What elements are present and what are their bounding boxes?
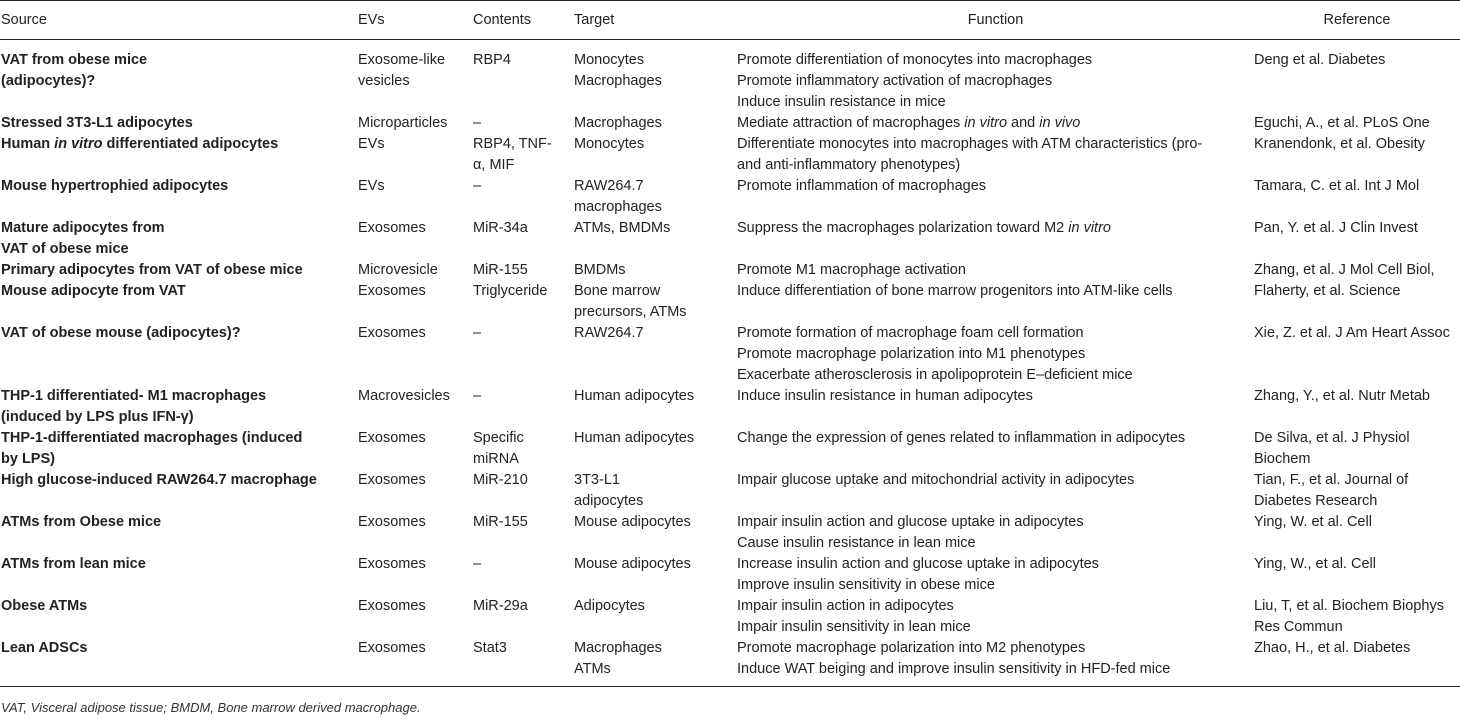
cell-target bbox=[574, 218, 737, 260]
cell-source bbox=[0, 386, 358, 428]
source-text-part: in vitro bbox=[54, 136, 103, 152]
header-source: Source bbox=[0, 1, 358, 40]
source-line: Obese ATMs bbox=[1, 598, 88, 614]
function-line: Promote macrophage polarization into M2 phenotypes bbox=[737, 640, 1086, 656]
cell-evs bbox=[358, 281, 473, 323]
cell-function bbox=[737, 176, 1254, 218]
cell-reference bbox=[1254, 428, 1460, 470]
contents-line: Specific bbox=[473, 430, 524, 446]
function-line: Induce differentiation of bone marrow progenitors into ATM-like cells bbox=[737, 283, 1173, 299]
function-line bbox=[737, 113, 1254, 134]
reference-line: Zhang, Y., et al. Nutr Metab bbox=[1254, 388, 1430, 404]
source-line: ATMs from lean mice bbox=[1, 556, 146, 572]
cell-reference bbox=[1254, 512, 1460, 554]
cell-source bbox=[0, 470, 358, 512]
source-line: Mature adipocytes from bbox=[1, 220, 165, 236]
source-line: (adipocytes)? bbox=[1, 73, 96, 89]
table-row bbox=[0, 512, 1460, 554]
contents-line: Stat3 bbox=[473, 640, 507, 656]
cell-contents bbox=[473, 386, 574, 428]
target-line: Bone marrow bbox=[574, 283, 661, 299]
cell-contents bbox=[473, 470, 574, 512]
cell-source bbox=[0, 260, 358, 281]
cell-contents bbox=[473, 428, 574, 470]
reference-line: Ying, W., et al. Cell bbox=[1254, 556, 1376, 572]
reference-line: Res Commun bbox=[1254, 619, 1343, 635]
cell-target bbox=[574, 176, 737, 218]
function-text-part: in vivo bbox=[1039, 115, 1081, 131]
cell-reference bbox=[1254, 113, 1460, 134]
table-row bbox=[0, 386, 1460, 428]
table-row bbox=[0, 281, 1460, 323]
target-line: Human adipocytes bbox=[574, 388, 695, 404]
target-line: Macrophages bbox=[574, 640, 662, 656]
contents-line: α, MIF bbox=[473, 157, 515, 173]
target-line: 3T3-L1 bbox=[574, 472, 620, 488]
header-function: Function bbox=[737, 1, 1254, 40]
cell-reference bbox=[1254, 470, 1460, 512]
cell-target bbox=[574, 470, 737, 512]
cell-contents bbox=[473, 323, 574, 386]
target-line: RAW264.7 bbox=[574, 178, 644, 194]
cell-function bbox=[737, 40, 1254, 114]
function-line: Impair insulin action and glucose uptake in adipocytes bbox=[737, 514, 1084, 530]
table-body bbox=[0, 40, 1460, 687]
cell-contents bbox=[473, 134, 574, 176]
cell-contents bbox=[473, 554, 574, 596]
function-line: Cause insulin resistance in lean mice bbox=[737, 535, 976, 551]
cell-function bbox=[737, 596, 1254, 638]
header-contents: Contents bbox=[473, 1, 574, 40]
target-line: macrophages bbox=[574, 199, 662, 215]
cell-evs bbox=[358, 470, 473, 512]
evs-line: Exosomes bbox=[358, 556, 426, 572]
cell-source bbox=[0, 134, 358, 176]
cell-source bbox=[0, 596, 358, 638]
cell-target bbox=[574, 323, 737, 386]
contents-line: Triglyceride bbox=[473, 283, 548, 299]
reference-line: Ying, W. et al. Cell bbox=[1254, 514, 1372, 530]
target-line: adipocytes bbox=[574, 493, 644, 509]
cell-function bbox=[737, 218, 1254, 260]
reference-line: De Silva, et al. J Physiol bbox=[1254, 430, 1410, 446]
reference-line: Zhang, et al. J Mol Cell Biol, bbox=[1254, 262, 1435, 278]
contents-line: – bbox=[473, 556, 482, 572]
reference-line: Deng et al. Diabetes bbox=[1254, 52, 1386, 68]
cell-contents bbox=[473, 218, 574, 260]
target-line: Adipocytes bbox=[574, 598, 645, 614]
function-line: Promote macrophage polarization into M1 phenotypes bbox=[737, 346, 1086, 362]
source-line: VAT of obese mouse (adipocytes)? bbox=[1, 325, 241, 341]
cell-source bbox=[0, 281, 358, 323]
cell-evs bbox=[358, 176, 473, 218]
cell-target bbox=[574, 281, 737, 323]
source-text-part: differentiated adipocytes bbox=[102, 136, 279, 152]
evs-line: Exosomes bbox=[358, 283, 426, 299]
function-text-part: in vitro bbox=[964, 115, 1008, 131]
target-line: RAW264.7 bbox=[574, 325, 644, 341]
cell-evs bbox=[358, 134, 473, 176]
cell-source bbox=[0, 113, 358, 134]
function-text-part: and bbox=[1007, 115, 1040, 131]
cell-reference bbox=[1254, 176, 1460, 218]
contents-line: MiR-155 bbox=[473, 514, 528, 530]
source-line: High glucose-induced RAW264.7 macrophage bbox=[1, 472, 317, 488]
function-line: Exacerbate atherosclerosis in apolipoprotein E–deficient mice bbox=[737, 367, 1133, 383]
evs-line: Microvesicle bbox=[358, 262, 438, 278]
source-line: Stressed 3T3-L1 adipocytes bbox=[1, 115, 193, 131]
cell-evs bbox=[358, 596, 473, 638]
source-line: Primary adipocytes from VAT of obese mice bbox=[1, 262, 303, 278]
reference-line: Xie, Z. et al. J Am Heart Assoc bbox=[1254, 325, 1450, 341]
cell-target bbox=[574, 428, 737, 470]
source-line: Mouse hypertrophied adipocytes bbox=[1, 178, 229, 194]
header-row bbox=[0, 1, 1460, 40]
table-row bbox=[0, 218, 1460, 260]
function-line: Induce insulin resistance in human adipocytes bbox=[737, 388, 1033, 404]
cell-function bbox=[737, 134, 1254, 176]
source-line: ATMs from Obese mice bbox=[1, 514, 162, 530]
evs-line: Microparticles bbox=[358, 115, 448, 131]
cell-function bbox=[737, 554, 1254, 596]
reference-line: Zhao, H., et al. Diabetes bbox=[1254, 640, 1411, 656]
function-line: Impair glucose uptake and mitochondrial activity in adipocytes bbox=[737, 472, 1135, 488]
cell-function bbox=[737, 428, 1254, 470]
function-line: Induce insulin resistance in mice bbox=[737, 94, 946, 110]
cell-contents bbox=[473, 40, 574, 114]
cell-evs bbox=[358, 40, 473, 114]
contents-line: MiR-29a bbox=[473, 598, 528, 614]
source-line: THP-1 differentiated- M1 macrophages bbox=[1, 388, 267, 404]
contents-line: MiR-34a bbox=[473, 220, 528, 236]
cell-function bbox=[737, 260, 1254, 281]
cell-evs bbox=[358, 428, 473, 470]
source-line bbox=[1, 134, 358, 155]
table-row bbox=[0, 176, 1460, 218]
source-text-part: Human bbox=[1, 136, 55, 152]
evs-line: Exosomes bbox=[358, 640, 426, 656]
contents-line: – bbox=[473, 388, 482, 404]
target-line: Macrophages bbox=[574, 73, 662, 89]
reference-line: Eguchi, A., et al. PLoS One bbox=[1254, 115, 1430, 131]
cell-reference bbox=[1254, 638, 1460, 687]
table-row bbox=[0, 428, 1460, 470]
cell-function bbox=[737, 638, 1254, 687]
cell-target bbox=[574, 386, 737, 428]
table-row bbox=[0, 40, 1460, 114]
function-line: Impair insulin action in adipocytes bbox=[737, 598, 954, 614]
cell-function bbox=[737, 113, 1254, 134]
function-text-part: Mediate attraction of macrophages bbox=[737, 115, 965, 131]
cell-target bbox=[574, 260, 737, 281]
target-line: Human adipocytes bbox=[574, 430, 695, 446]
function-line: Promote inflammation of macrophages bbox=[737, 178, 987, 194]
cell-function bbox=[737, 512, 1254, 554]
cell-contents bbox=[473, 512, 574, 554]
table-row bbox=[0, 470, 1460, 512]
function-line: Promote inflammatory activation of macrophages bbox=[737, 73, 1053, 89]
cell-evs bbox=[358, 218, 473, 260]
target-line: BMDMs bbox=[574, 262, 626, 278]
cell-source bbox=[0, 428, 358, 470]
cell-source bbox=[0, 323, 358, 386]
cell-contents bbox=[473, 113, 574, 134]
target-line: Monocytes bbox=[574, 136, 645, 152]
table-row bbox=[0, 113, 1460, 134]
source-line: Mouse adipocyte from VAT bbox=[1, 283, 186, 299]
contents-line: miRNA bbox=[473, 451, 519, 467]
function-text-part: Suppress the macrophages polarization toward M2 bbox=[737, 220, 1069, 236]
cell-function bbox=[737, 323, 1254, 386]
cell-reference bbox=[1254, 554, 1460, 596]
contents-line: – bbox=[473, 325, 482, 341]
function-line: Promote formation of macrophage foam cell formation bbox=[737, 325, 1084, 341]
source-line: THP-1-differentiated macrophages (induced bbox=[1, 430, 303, 446]
cell-reference bbox=[1254, 596, 1460, 638]
cell-function bbox=[737, 386, 1254, 428]
cell-evs bbox=[358, 512, 473, 554]
evs-line: Exosomes bbox=[358, 430, 426, 446]
reference-line: Tian, F., et al. Journal of bbox=[1254, 472, 1409, 488]
function-line: Promote M1 macrophage activation bbox=[737, 262, 966, 278]
function-line: Improve insulin sensitivity in obese mice bbox=[737, 577, 995, 593]
header-target: Target bbox=[574, 1, 737, 40]
cell-evs bbox=[358, 260, 473, 281]
cell-contents bbox=[473, 260, 574, 281]
source-line: VAT of obese mice bbox=[1, 241, 129, 257]
function-line: Promote differentiation of monocytes into macrophages bbox=[737, 52, 1093, 68]
target-line: Macrophages bbox=[574, 115, 662, 131]
cell-function bbox=[737, 281, 1254, 323]
cell-contents bbox=[473, 176, 574, 218]
reference-line: Tamara, C. et al. Int J Mol bbox=[1254, 178, 1420, 194]
cell-evs bbox=[358, 386, 473, 428]
cell-contents bbox=[473, 281, 574, 323]
source-line: VAT from obese mice bbox=[1, 52, 148, 68]
table-row bbox=[0, 260, 1460, 281]
function-line: Change the expression of genes related to inflammation in adipocytes bbox=[737, 430, 1186, 446]
source-line: by LPS) bbox=[1, 451, 55, 467]
cell-source bbox=[0, 512, 358, 554]
function-text-part: in vitro bbox=[1068, 220, 1111, 236]
table-row bbox=[0, 134, 1460, 176]
function-line: Induce WAT beiging and improve insulin sensitivity in HFD-fed mice bbox=[737, 661, 1171, 677]
function-line: Differentiate monocytes into macrophages with ATM characteristics (pro- bbox=[737, 136, 1203, 152]
contents-line: RBP4 bbox=[473, 52, 511, 68]
target-line: ATMs bbox=[574, 661, 611, 677]
table-footnote: VAT, Visceral adipose tissue; BMDM, Bone marrow derived macrophage. bbox=[1, 700, 421, 715]
table-row bbox=[0, 554, 1460, 596]
cell-reference bbox=[1254, 281, 1460, 323]
cell-source bbox=[0, 218, 358, 260]
evs-line: Exosomes bbox=[358, 472, 426, 488]
cell-source bbox=[0, 554, 358, 596]
cell-source bbox=[0, 176, 358, 218]
cell-reference bbox=[1254, 218, 1460, 260]
evs-line: Exosomes bbox=[358, 220, 426, 236]
cell-function bbox=[737, 470, 1254, 512]
function-line: and anti-inflammatory phenotypes) bbox=[737, 157, 961, 173]
evs-line: Exosomes bbox=[358, 598, 426, 614]
cell-reference bbox=[1254, 134, 1460, 176]
table-row bbox=[0, 638, 1460, 687]
cell-contents bbox=[473, 596, 574, 638]
cell-target bbox=[574, 512, 737, 554]
contents-line: MiR-155 bbox=[473, 262, 528, 278]
cell-target bbox=[574, 554, 737, 596]
reference-line: Biochem bbox=[1254, 451, 1311, 467]
cell-target bbox=[574, 134, 737, 176]
target-line: precursors, ATMs bbox=[574, 304, 687, 320]
source-line: Lean ADSCs bbox=[1, 640, 88, 656]
evs-line: EVs bbox=[358, 178, 385, 194]
cell-source bbox=[0, 638, 358, 687]
header-reference: Reference bbox=[1254, 1, 1460, 40]
cell-reference bbox=[1254, 260, 1460, 281]
target-line: Monocytes bbox=[574, 52, 645, 68]
cell-target bbox=[574, 638, 737, 687]
table-row bbox=[0, 596, 1460, 638]
cell-target bbox=[574, 40, 737, 114]
target-line: Mouse adipocytes bbox=[574, 556, 691, 572]
target-line: ATMs, BMDMs bbox=[574, 220, 671, 236]
cell-reference bbox=[1254, 323, 1460, 386]
cell-source bbox=[0, 40, 358, 114]
target-line: Mouse adipocytes bbox=[574, 514, 691, 530]
cell-evs bbox=[358, 638, 473, 687]
cell-evs bbox=[358, 113, 473, 134]
reference-line: Liu, T, et al. Biochem Biophys bbox=[1254, 598, 1444, 614]
contents-line: – bbox=[473, 178, 482, 194]
function-line bbox=[737, 218, 1254, 239]
function-line: Impair insulin sensitivity in lean mice bbox=[737, 619, 971, 635]
reference-line: Pan, Y. et al. J Clin Invest bbox=[1254, 220, 1418, 236]
evs-line: Macrovesicles bbox=[358, 388, 450, 404]
cell-evs bbox=[358, 554, 473, 596]
reference-line: Diabetes Research bbox=[1254, 493, 1378, 509]
cell-reference bbox=[1254, 40, 1460, 114]
table-row bbox=[0, 323, 1460, 386]
evs-line: Exosome-like bbox=[358, 52, 446, 68]
evs-line: Exosomes bbox=[358, 325, 426, 341]
source-line: (induced by LPS plus IFN-γ) bbox=[1, 409, 194, 425]
contents-line: MiR-210 bbox=[473, 472, 528, 488]
cell-target bbox=[574, 113, 737, 134]
evs-line: vesicles bbox=[358, 73, 410, 89]
cell-target bbox=[574, 596, 737, 638]
cell-evs bbox=[358, 323, 473, 386]
contents-line: – bbox=[473, 115, 482, 131]
reference-line: Flaherty, et al. Science bbox=[1254, 283, 1401, 299]
evs-line: EVs bbox=[358, 136, 385, 152]
evs-line: Exosomes bbox=[358, 514, 426, 530]
contents-line: RBP4, TNF- bbox=[473, 136, 552, 152]
cell-reference bbox=[1254, 386, 1460, 428]
header-evs: EVs bbox=[358, 1, 473, 40]
reference-line: Kranendonk, et al. Obesity bbox=[1254, 136, 1425, 152]
cell-contents bbox=[473, 638, 574, 687]
function-line: Increase insulin action and glucose uptake in adipocytes bbox=[737, 556, 1099, 572]
